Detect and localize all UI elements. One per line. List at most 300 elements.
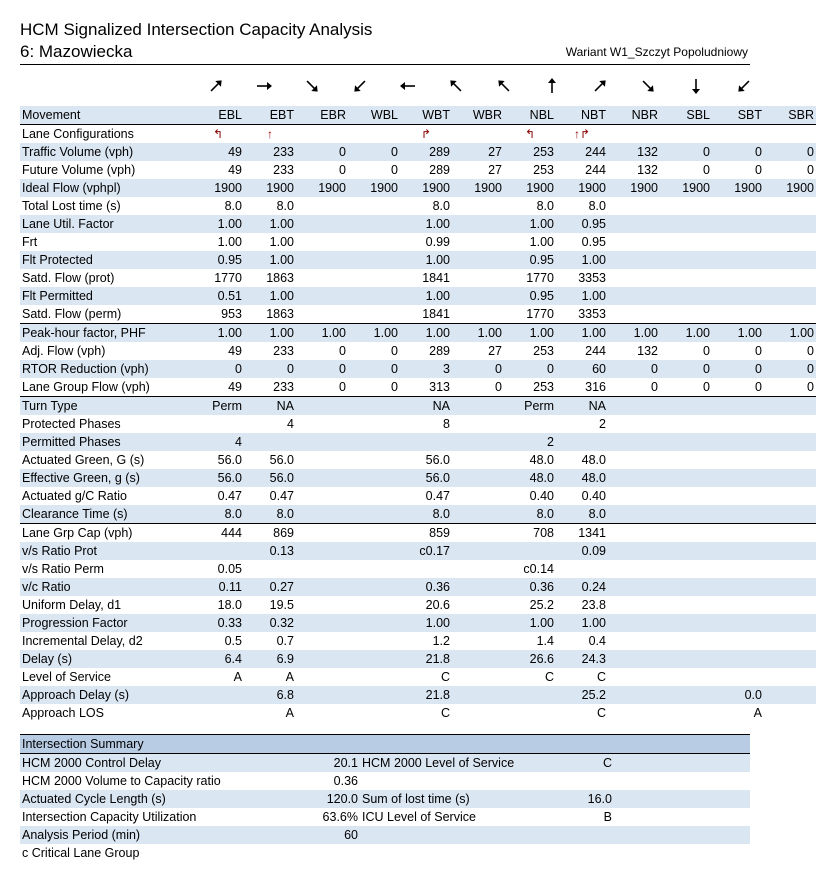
table-cell [608, 433, 660, 451]
table-cell: 0 [504, 360, 556, 378]
wbr-arrow-icon [432, 68, 480, 104]
table-cell [296, 596, 348, 614]
table-cell: 0 [339, 344, 346, 358]
lane-config-cell [296, 125, 348, 144]
table-cell [712, 487, 764, 505]
table-cell: 0 [348, 360, 400, 378]
table-cell: 132 [608, 143, 660, 161]
table-cell [348, 704, 400, 722]
table-cell: 0.5 [224, 634, 242, 648]
table-cell: 0 [296, 360, 348, 378]
table-cell: 56.0 [400, 469, 452, 487]
summary-label: Intersection Capacity Utilization [22, 810, 197, 824]
table-cell [712, 233, 764, 251]
row-label: Flt Protected [20, 251, 192, 269]
table-cell: 0.95 [504, 251, 556, 269]
row-label: Lane Util. Factor [20, 215, 192, 233]
table-cell: 0.95 [581, 235, 606, 249]
table-cell: 132 [637, 163, 658, 177]
table-cell: 1.00 [217, 235, 242, 249]
table-cell [764, 397, 816, 416]
table-cell [400, 433, 452, 451]
table-cell [296, 668, 348, 686]
row-label: Frt [22, 235, 38, 249]
table-cell: 233 [273, 380, 294, 394]
column-header-ebt: EBT [244, 106, 296, 125]
table-cell [348, 197, 400, 215]
table-cell: 0 [755, 380, 762, 394]
row-label: Approach Delay (s) [20, 686, 192, 704]
summary-row [20, 808, 750, 826]
table-cell [296, 560, 348, 578]
table-cell [764, 505, 816, 524]
column-header-sbt: SBT [712, 106, 764, 125]
table-cell [712, 469, 764, 487]
table-row [20, 686, 816, 704]
table-cell: C [440, 670, 450, 684]
table-cell: 1863 [266, 271, 294, 285]
table-cell [712, 433, 764, 451]
table-cell: 0 [296, 143, 348, 161]
table-cell [348, 233, 400, 251]
table-row [20, 269, 816, 287]
table-cell: 0 [764, 143, 816, 161]
row-label: Effective Green, g (s) [20, 469, 192, 487]
table-cell: 1900 [764, 179, 816, 197]
table-cell [348, 251, 400, 269]
table-cell: 0 [495, 380, 502, 394]
table-cell: 8.0 [400, 505, 452, 524]
table-row [20, 324, 816, 343]
table-cell [452, 704, 504, 722]
row-label: Traffic Volume (vph) [20, 143, 192, 161]
table-cell [452, 433, 504, 451]
table-cell: 1900 [712, 179, 764, 197]
table-row [20, 251, 816, 269]
table-cell: 0 [651, 380, 658, 394]
table-cell [712, 578, 764, 596]
table-cell [608, 469, 660, 487]
ebt-arrow-icon [240, 68, 288, 104]
summary-label2: HCM 2000 Level of Service [360, 754, 570, 773]
summary-label: HCM 2000 Volume to Capacity ratio [22, 774, 221, 788]
table-cell [660, 233, 712, 251]
table-cell: 1.00 [764, 324, 816, 343]
table-cell: 1.00 [529, 235, 554, 249]
table-row [20, 179, 816, 197]
column-header-ebl: EBL [192, 106, 244, 125]
row-label: Uniform Delay, d1 [22, 598, 122, 612]
table-cell [608, 251, 660, 269]
table-cell: 1770 [214, 271, 242, 285]
table-row [20, 305, 816, 324]
movement-arrows [20, 68, 750, 104]
table-row [20, 433, 816, 451]
table-cell: 4 [192, 433, 244, 451]
summary-spacer [614, 772, 750, 790]
table-cell: 708 [504, 524, 556, 543]
summary-spacer [614, 826, 750, 844]
table-cell [712, 397, 764, 416]
table-cell: Perm [504, 397, 556, 416]
table-cell: 8 [443, 417, 450, 431]
table-cell [296, 578, 348, 596]
table-cell [608, 596, 660, 614]
column-header-wbt: WBT [400, 106, 452, 125]
table-cell: 1341 [556, 524, 608, 543]
row-label: v/s Ratio Perm [22, 562, 104, 576]
table-cell: 4 [287, 417, 294, 431]
table-cell: 0.47 [217, 489, 242, 503]
table-cell [608, 505, 660, 524]
table-cell: 8.0 [556, 505, 608, 524]
table-cell: 49 [228, 163, 242, 177]
table-cell [712, 251, 764, 269]
table-cell [608, 614, 660, 632]
table-cell [712, 668, 764, 686]
table-cell: NA [400, 397, 452, 416]
table-row [20, 487, 816, 505]
table-cell: 0 [391, 380, 398, 394]
summary-label2 [360, 772, 570, 790]
table-cell [660, 451, 712, 469]
table-cell: C [596, 670, 606, 684]
table-cell: 8.0 [276, 199, 294, 213]
table-cell: 0.40 [529, 489, 554, 503]
summary-label: c Critical Lane Group [22, 846, 140, 860]
table-cell: 21.8 [400, 686, 452, 704]
table-cell: 0 [755, 163, 762, 177]
table-cell [452, 505, 504, 524]
nbt-arrow-icon [528, 68, 576, 104]
column-header-nbr: NBR [608, 106, 660, 125]
table-cell: 859 [400, 524, 452, 543]
table-cell [296, 215, 348, 233]
table-cell: 6.4 [192, 650, 244, 668]
table-cell: 56.0 [217, 453, 242, 467]
table-cell: 1.00 [556, 287, 608, 305]
summary-row [20, 844, 750, 862]
table-cell: 1.00 [452, 324, 504, 343]
table-cell [660, 668, 712, 686]
table-cell: 132 [637, 344, 658, 358]
table-cell [348, 397, 400, 416]
table-cell [764, 233, 816, 251]
table-cell: 233 [273, 163, 294, 177]
table-cell [296, 415, 348, 433]
summary-value: 120.0 [312, 790, 360, 808]
row-label: Turn Type [20, 397, 192, 416]
table-cell [244, 433, 296, 451]
nbl-arrow-icon [480, 68, 528, 104]
lane-config-cell: ↱ [420, 127, 432, 141]
lane-config-cell [764, 125, 816, 144]
summary-label2: Sum of lost time (s) [360, 790, 570, 808]
table-cell [764, 632, 816, 650]
table-cell [712, 505, 764, 524]
table-cell [764, 686, 816, 704]
table-cell: 1.00 [712, 324, 764, 343]
table-cell: 0.27 [244, 578, 296, 596]
summary-spacer [614, 808, 750, 826]
table-cell [660, 614, 712, 632]
table-cell: 1.00 [400, 287, 452, 305]
table-cell: 0.32 [244, 614, 296, 632]
table-cell [608, 397, 660, 416]
lane-config-cell: ↑↱ [573, 127, 591, 141]
table-row [20, 668, 816, 686]
table-cell [452, 578, 504, 596]
table-cell [348, 614, 400, 632]
table-cell [608, 287, 660, 305]
table-cell: 0 [452, 360, 504, 378]
table-cell: 48.0 [581, 453, 606, 467]
table-cell: 0 [703, 380, 710, 394]
table-cell: 49 [228, 344, 242, 358]
table-cell: 1.00 [192, 215, 244, 233]
table-cell: 0 [712, 143, 764, 161]
row-label: Flt Permitted [20, 287, 192, 305]
table-cell: 3 [400, 360, 452, 378]
table-cell: NA [556, 397, 608, 416]
table-cell: 0.40 [581, 489, 606, 503]
table-cell [452, 524, 504, 543]
table-cell: C [596, 706, 606, 720]
table-cell [712, 197, 764, 215]
table-cell: 1.2 [432, 634, 450, 648]
table-cell [452, 668, 504, 686]
table-cell: 253 [504, 143, 556, 161]
table-cell: 1.00 [556, 324, 608, 343]
table-cell: 56.0 [192, 469, 244, 487]
row-label: Approach LOS [22, 706, 104, 720]
ebl-arrow-icon [192, 68, 240, 104]
table-cell: 0 [807, 380, 814, 394]
table-cell: 24.3 [556, 650, 608, 668]
table-cell: 27 [488, 344, 502, 358]
table-cell: 0 [339, 380, 346, 394]
table-cell: 8.0 [244, 505, 296, 524]
table-cell [764, 487, 816, 505]
table-cell: 233 [244, 143, 296, 161]
table-cell: 21.8 [400, 650, 452, 668]
table-cell [712, 542, 764, 560]
table-row [20, 650, 816, 668]
table-cell [608, 215, 660, 233]
table-cell: 1900 [452, 179, 504, 197]
table-cell: 0 [192, 360, 244, 378]
summary-value: 0.36 [333, 774, 358, 788]
table-cell: 8.0 [192, 505, 244, 524]
table-cell: 0.7 [276, 634, 294, 648]
table-cell: 1.00 [400, 215, 452, 233]
lane-config-cell: ↑ [267, 127, 273, 141]
table-cell: 1.00 [504, 614, 556, 632]
table-cell [296, 197, 348, 215]
table-cell [712, 287, 764, 305]
table-cell: 0.99 [425, 235, 450, 249]
table-cell [764, 542, 816, 560]
table-cell: 8.0 [504, 505, 556, 524]
table-cell: 0.47 [269, 489, 294, 503]
lane-config-row [20, 125, 816, 144]
table-row [20, 342, 816, 360]
table-cell [348, 596, 400, 614]
table-cell [452, 451, 504, 469]
table-cell: 49 [228, 380, 242, 394]
table-cell [660, 433, 712, 451]
table-cell [608, 542, 660, 560]
table-cell: 1900 [556, 179, 608, 197]
intersection-name: 6: Mazowiecka [20, 42, 133, 61]
table-cell: 0 [339, 163, 346, 177]
column-header-row [20, 106, 816, 125]
table-cell [452, 596, 504, 614]
table-cell [504, 542, 556, 560]
intersection-summary [20, 734, 750, 862]
lane-config-cell [712, 125, 764, 144]
table-cell: 233 [273, 344, 294, 358]
table-cell: 0 [660, 143, 712, 161]
table-cell [660, 269, 712, 287]
table-cell: 56.0 [425, 453, 450, 467]
table-cell [608, 197, 660, 215]
movement-header: Movement [20, 106, 192, 125]
row-label: RTOR Reduction (vph) [20, 360, 192, 378]
table-cell [452, 305, 504, 324]
table-cell [660, 560, 712, 578]
column-header-wbr: WBR [452, 106, 504, 125]
table-cell: 48.0 [556, 469, 608, 487]
table-cell [660, 524, 712, 543]
table-cell [296, 650, 348, 668]
table-cell [712, 524, 764, 543]
summary-value2 [570, 772, 614, 790]
summary-spacer [270, 826, 312, 844]
table-cell [608, 578, 660, 596]
table-cell [296, 287, 348, 305]
table-cell: 1.00 [660, 324, 712, 343]
table-cell [296, 469, 348, 487]
table-row [20, 596, 816, 614]
table-cell: 0.4 [588, 634, 606, 648]
table-cell [764, 578, 816, 596]
table-cell [660, 578, 712, 596]
table-cell: 0.36 [400, 578, 452, 596]
table-cell [296, 704, 348, 722]
table-cell: 1.00 [296, 324, 348, 343]
table-cell [764, 215, 816, 233]
table-cell: 0.36 [504, 578, 556, 596]
lane-config-cell: ↰ [212, 127, 224, 141]
column-header-wbl: WBL [348, 106, 400, 125]
table-cell: 1770 [526, 271, 554, 285]
row-label: Incremental Delay, d2 [22, 634, 143, 648]
table-cell [348, 632, 400, 650]
table-cell: 1900 [608, 179, 660, 197]
table-cell: 26.6 [504, 650, 556, 668]
scenario-name: Wariant W1_Szczyt Popoludniowy [565, 45, 748, 59]
table-row [20, 632, 816, 650]
lane-config-cell [608, 125, 660, 144]
table-cell: 1900 [400, 179, 452, 197]
table-cell: 289 [400, 143, 452, 161]
table-cell: 0.47 [425, 489, 450, 503]
summary-value: 60 [312, 826, 360, 844]
table-cell [348, 451, 400, 469]
summary-value2: C [570, 754, 614, 773]
table-cell: 3353 [578, 271, 606, 285]
table-cell: 1900 [244, 179, 296, 197]
table-cell: 1.00 [556, 614, 608, 632]
table-cell: 0 [807, 163, 814, 177]
table-cell: 1.00 [400, 324, 452, 343]
table-cell [660, 287, 712, 305]
table-row [20, 560, 816, 578]
table-cell: 953 [221, 307, 242, 321]
row-label: Satd. Flow (prot) [22, 271, 115, 285]
table-cell [608, 668, 660, 686]
table-cell [452, 215, 504, 233]
table-cell [348, 578, 400, 596]
table-cell: 253 [533, 344, 554, 358]
table-cell [348, 469, 400, 487]
row-label: Actuated g/C Ratio [22, 489, 127, 503]
table-cell [296, 487, 348, 505]
summary-row [20, 754, 750, 773]
table-cell [764, 650, 816, 668]
sbr-arrow-icon [720, 68, 768, 104]
table-cell: 1900 [660, 179, 712, 197]
table-cell: C [544, 670, 554, 684]
table-cell: 316 [585, 380, 606, 394]
table-cell: 1900 [504, 179, 556, 197]
column-header-ebr: EBR [296, 106, 348, 125]
table-cell [660, 596, 712, 614]
table-cell [452, 415, 504, 433]
table-row [20, 451, 816, 469]
table-cell: 253 [533, 380, 554, 394]
table-cell [452, 542, 504, 560]
lane-config-cell: ↰ [524, 127, 536, 141]
table-row [20, 378, 816, 397]
table-cell [296, 251, 348, 269]
table-cell [192, 704, 244, 722]
table-cell [452, 686, 504, 704]
table-cell [296, 451, 348, 469]
table-cell [764, 197, 816, 215]
table-cell: 1863 [266, 307, 294, 321]
column-header-sbr: SBR [764, 106, 816, 125]
capacity-table [20, 106, 816, 722]
table-cell [608, 451, 660, 469]
summary-value2: B [603, 810, 612, 824]
table-cell [712, 305, 764, 324]
table-cell [764, 704, 816, 722]
table-cell [608, 415, 660, 433]
table-cell [452, 469, 504, 487]
row-label: Delay (s) [20, 650, 192, 668]
table-cell [660, 704, 712, 722]
table-cell [348, 668, 400, 686]
table-cell: 25.2 [556, 686, 608, 704]
table-cell: 313 [429, 380, 450, 394]
table-cell [764, 451, 816, 469]
table-cell: 444 [192, 524, 244, 543]
table-cell [712, 269, 764, 287]
table-cell: 0 [807, 344, 814, 358]
summary-spacer [270, 754, 312, 773]
